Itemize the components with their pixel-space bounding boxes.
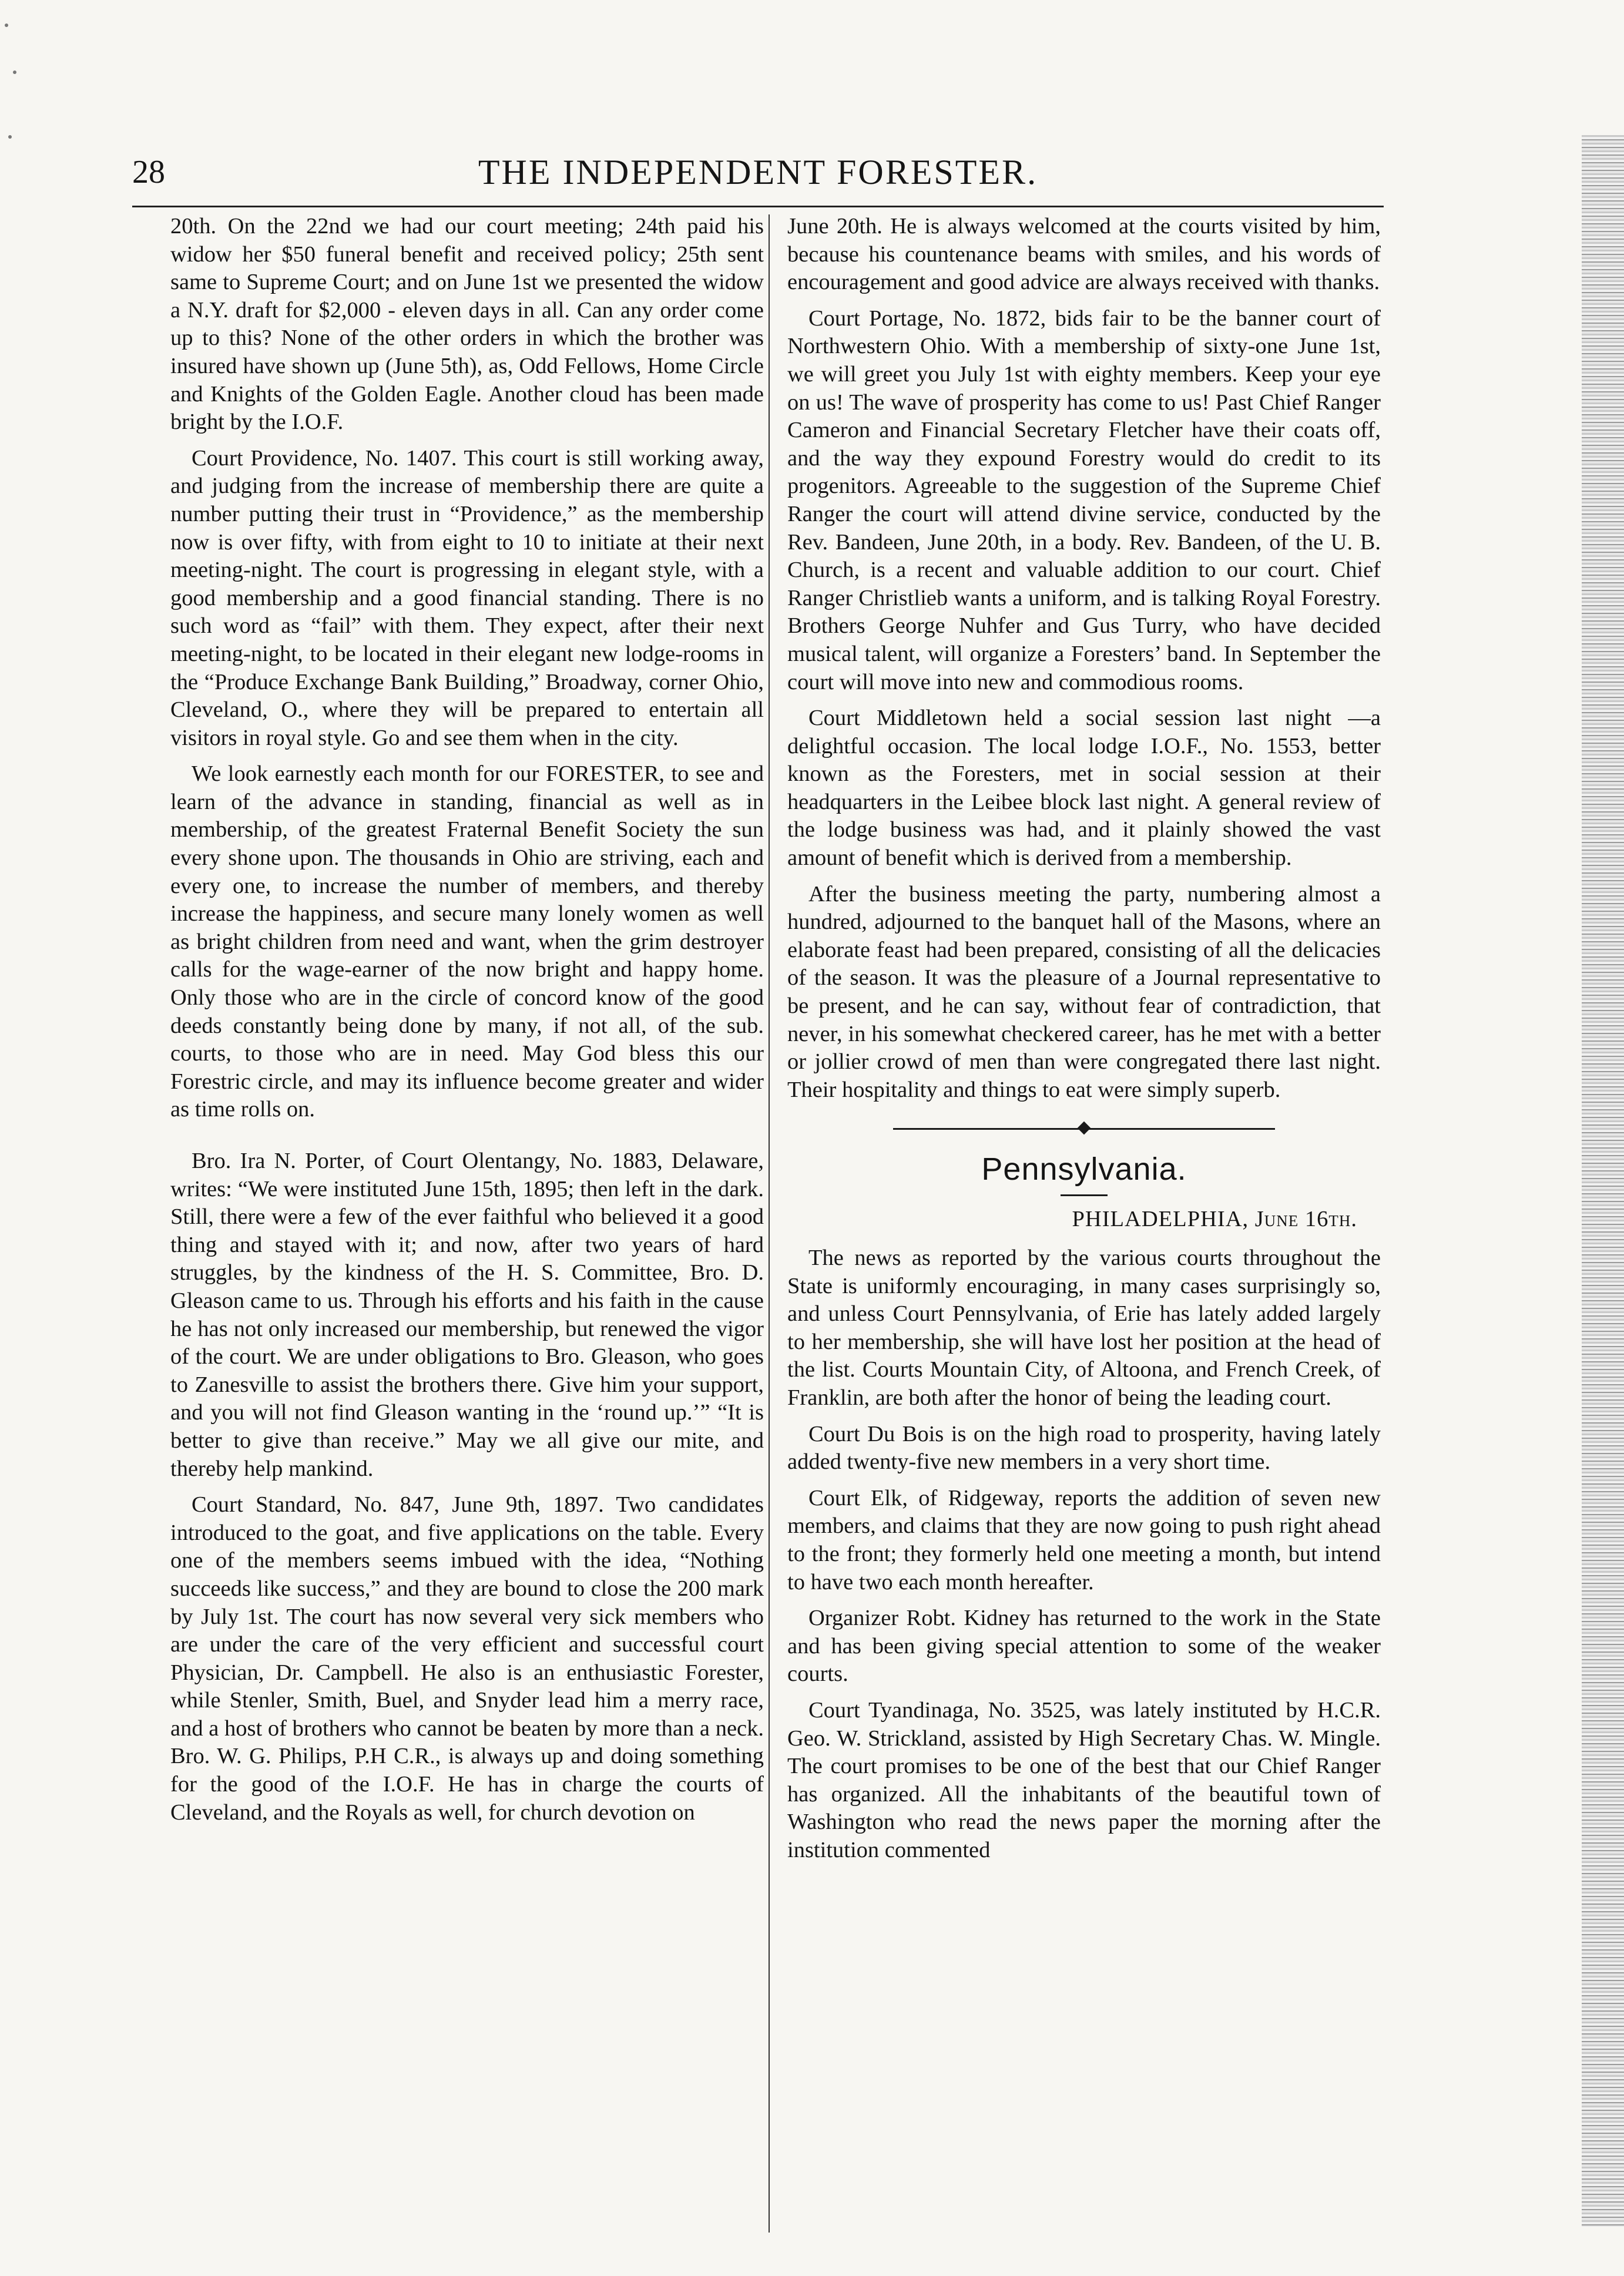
ornament-rule xyxy=(893,1122,1275,1136)
left-column xyxy=(170,213,764,1835)
paragraph: After the business meeting the party, numbering almost a hundred, adjourned to the banquet hall of the Masons, where an elaborate feast had been prepared, consisting of all the delicacies of the season. It was the pleasure of a Journal representative to be present, and he can say, without fear of contradiction, that never, in his somewhat checkered career, has he met with a better or jollier crowd of men than were congregated there last night. Their hospitality and things to eat were simply superb. xyxy=(787,881,1381,1102)
page-number: 28 xyxy=(132,154,165,190)
paragraph: Court Providence, No. 1407. This court is still working away, and judging from the increase of membership there are quite a number putting their trust in “Providence,” as the membership now is over fifty, with from eight to 10 to initiate at their next meeting-night. The court is progressing in elegant style, with a good membership and a good financial standing. There is no such word as “fail” with them. They expect, after their next meeting-night, to be located in their elegant new lodge-rooms in the “Produce Exchange Bank Building,” Broadway, corner Ohio, Cleveland, O., where they will be prepared to entertain all visitors in royal style. Go and see them when in the city. xyxy=(170,445,764,750)
paragraph: Court Du Bois is on the high road to prosperity, having lately added twenty-five new members in a very short time. xyxy=(787,1421,1381,1475)
short-rule xyxy=(1061,1194,1108,1196)
paragraph: Court Middletown held a social session last night —a delightful occasion. The local lodge I.O.F., No. 1553, better known as the Foresters, met in social session at their headquarters in the Leibee block last night. A general review of the lodge business was had, and it plainly showed the vast amount of benefit which is derived from a membership. xyxy=(787,706,1381,871)
paragraph: We look earnestly each month for our FORESTER, to see and learn of the advance in standing, financial as well as in membership, of the greatest Fraternal Benefit Society the sun every shone upon. The thousands in Ohio are striving, each and every one, to increase the number of members, and thereby increase the happiness, and secure many lonely women as well as bright children from need and want, when the grim destroyer calls for the wage-earner of the now bright and happy home. Only those who are in the circle of concord know of the good deeds constantly being done by many, if not all, of the sub. courts, to those who are in need. May God bless this our Forestric circle, and may its influence become greater and wider as time rolls on. xyxy=(170,761,764,1122)
paragraph: Court Tyandinaga, No. 3525, was lately instituted by H.C.R. Geo. W. Strickland, assisted by High Secretary Chas. W. Mingle. The court promises to be one of the best that our Chief Ranger has organized. All the inhabitants of the beautiful town of Washington who read the news paper the morning after the institution commented xyxy=(787,1697,1381,1862)
paragraph: Court Portage, No. 1872, bids fair to be the banner court of Northwestern Ohio. With a membership of sixty-one June 1st, we will greet you July 1st with eighty members. Keep your eye on us! The wave of prosperity has come to us! Past Chief Ranger Cameron and Financial Secretary Fletcher have their coats off, and the way they expound Forestry would do credit to its progenitors. Agreeable to the suggestion of the Supreme Chief Ranger the court will attend divine service, conducted by the Rev. Bandeen, June 20th, in a body. Rev. Bandeen, of the U. B. Church, is a recent and valuable addition to our court. Chief Ranger Christlieb wants a uniform, and is talking Royal Forestry. Brothers George Nuhfer and Gus Turry, who have decided musical talent, will organize a Foresters’ band. In September the court will move into new and commodious rooms. xyxy=(787,306,1381,694)
paragraph: Court Standard, No. 847, June 9th, 1897. Two candidates introduced to the goat, and five applications on the table. Every one of the members seems imbued with the idea, “Nothing succeeds like success,” and they are bound to close the 200 mark by July 1st. The court has now several very sick members who are under the care of the very efficient and successful court Physician, Dr. Campbell. He also is an enthusiastic Forester, while Stenler, Smith, Buel, and Snyder lead him a merry race, and a host of brothers who cannot be beaten by more than a neck. Bro. W. G. Philips, P.H C.R., is always up and doing something for the good of the I.O.F. He has in charge the courts of Cleveland, and the Royals as well, for church devotion on xyxy=(170,1492,764,1825)
paragraph: Organizer Robt. Kidney has returned to the work in the State and has been giving special attention to some of the weaker courts. xyxy=(787,1606,1381,1687)
page-header xyxy=(132,152,1384,204)
running-head: THE INDEPENDENT FORESTER. xyxy=(478,153,1038,192)
dateline: PHILADELPHIA, June 16th. xyxy=(1072,1207,1357,1232)
page-edge-texture xyxy=(1582,135,1624,2227)
column-divider xyxy=(769,214,770,2233)
paragraph: June 20th. He is always welcomed at the courts visited by him, because his countenance beams with smiles, and his words of encouragement and good advice are always received with thanks. xyxy=(787,214,1381,295)
header-rule xyxy=(132,206,1384,207)
paragraph: 20th. On the 22nd we had our court meeting; 24th paid his widow her $50 funeral benefit and received policy; 25th sent same to Supreme Court; and on June 1st we presented the widow a N.Y. draft for $2,000 - eleven days in all. Can any order come up to this? None of the other orders in which the brother was insured have shown up (June 5th), as, Odd Fellows, Home Circle and Knights of the Golden Eagle. Another cloud has been made bright by the I.O.F. xyxy=(170,214,764,435)
margin-specks xyxy=(0,0,35,188)
paragraph: The news as reported by the various courts throughout the State is uniformly encouraging, in many cases surprisingly so, and unless Court Pennsylvania, of Erie has lately added largely to her membership, she will have lost her position at the head of the list. Courts Mountain City, of Altoona, and French Creek, of Franklin, are both after the honor of being the leading court. xyxy=(787,1246,1381,1410)
paragraph: Bro. Ira N. Porter, of Court Olentangy, No. 1883, Delaware, writes: “We were instituted June 15th, 1895; then left in the dark. Still, there were a few of the ever faithful who believed it a good thing and stayed with it; and now, after two years of hard struggles, by the kindness of the H. S. Committee, Bro. D. Gleason came to us. Through his efforts and his faith in the cause he has not only increased our membership, but renewed the vigor of the court. We are under obligations to Bro. Gleason, who goes to Zanesville to assist the brothers there. Give him your support, and you will not find Gleason wanting in the ‘round up.’” “It is better to give than receive.” May we all give our mite, and thereby help mankind. xyxy=(170,1149,764,1481)
section-heading: Pennsylvania. xyxy=(981,1152,1187,1187)
paragraph: Court Elk, of Ridgeway, reports the addition of seven new members, and claims that they are now going to push right ahead to the front; they formerly held one meeting a month, but intend to have two each month hereafter. xyxy=(787,1485,1381,1594)
right-column xyxy=(787,213,1381,1872)
